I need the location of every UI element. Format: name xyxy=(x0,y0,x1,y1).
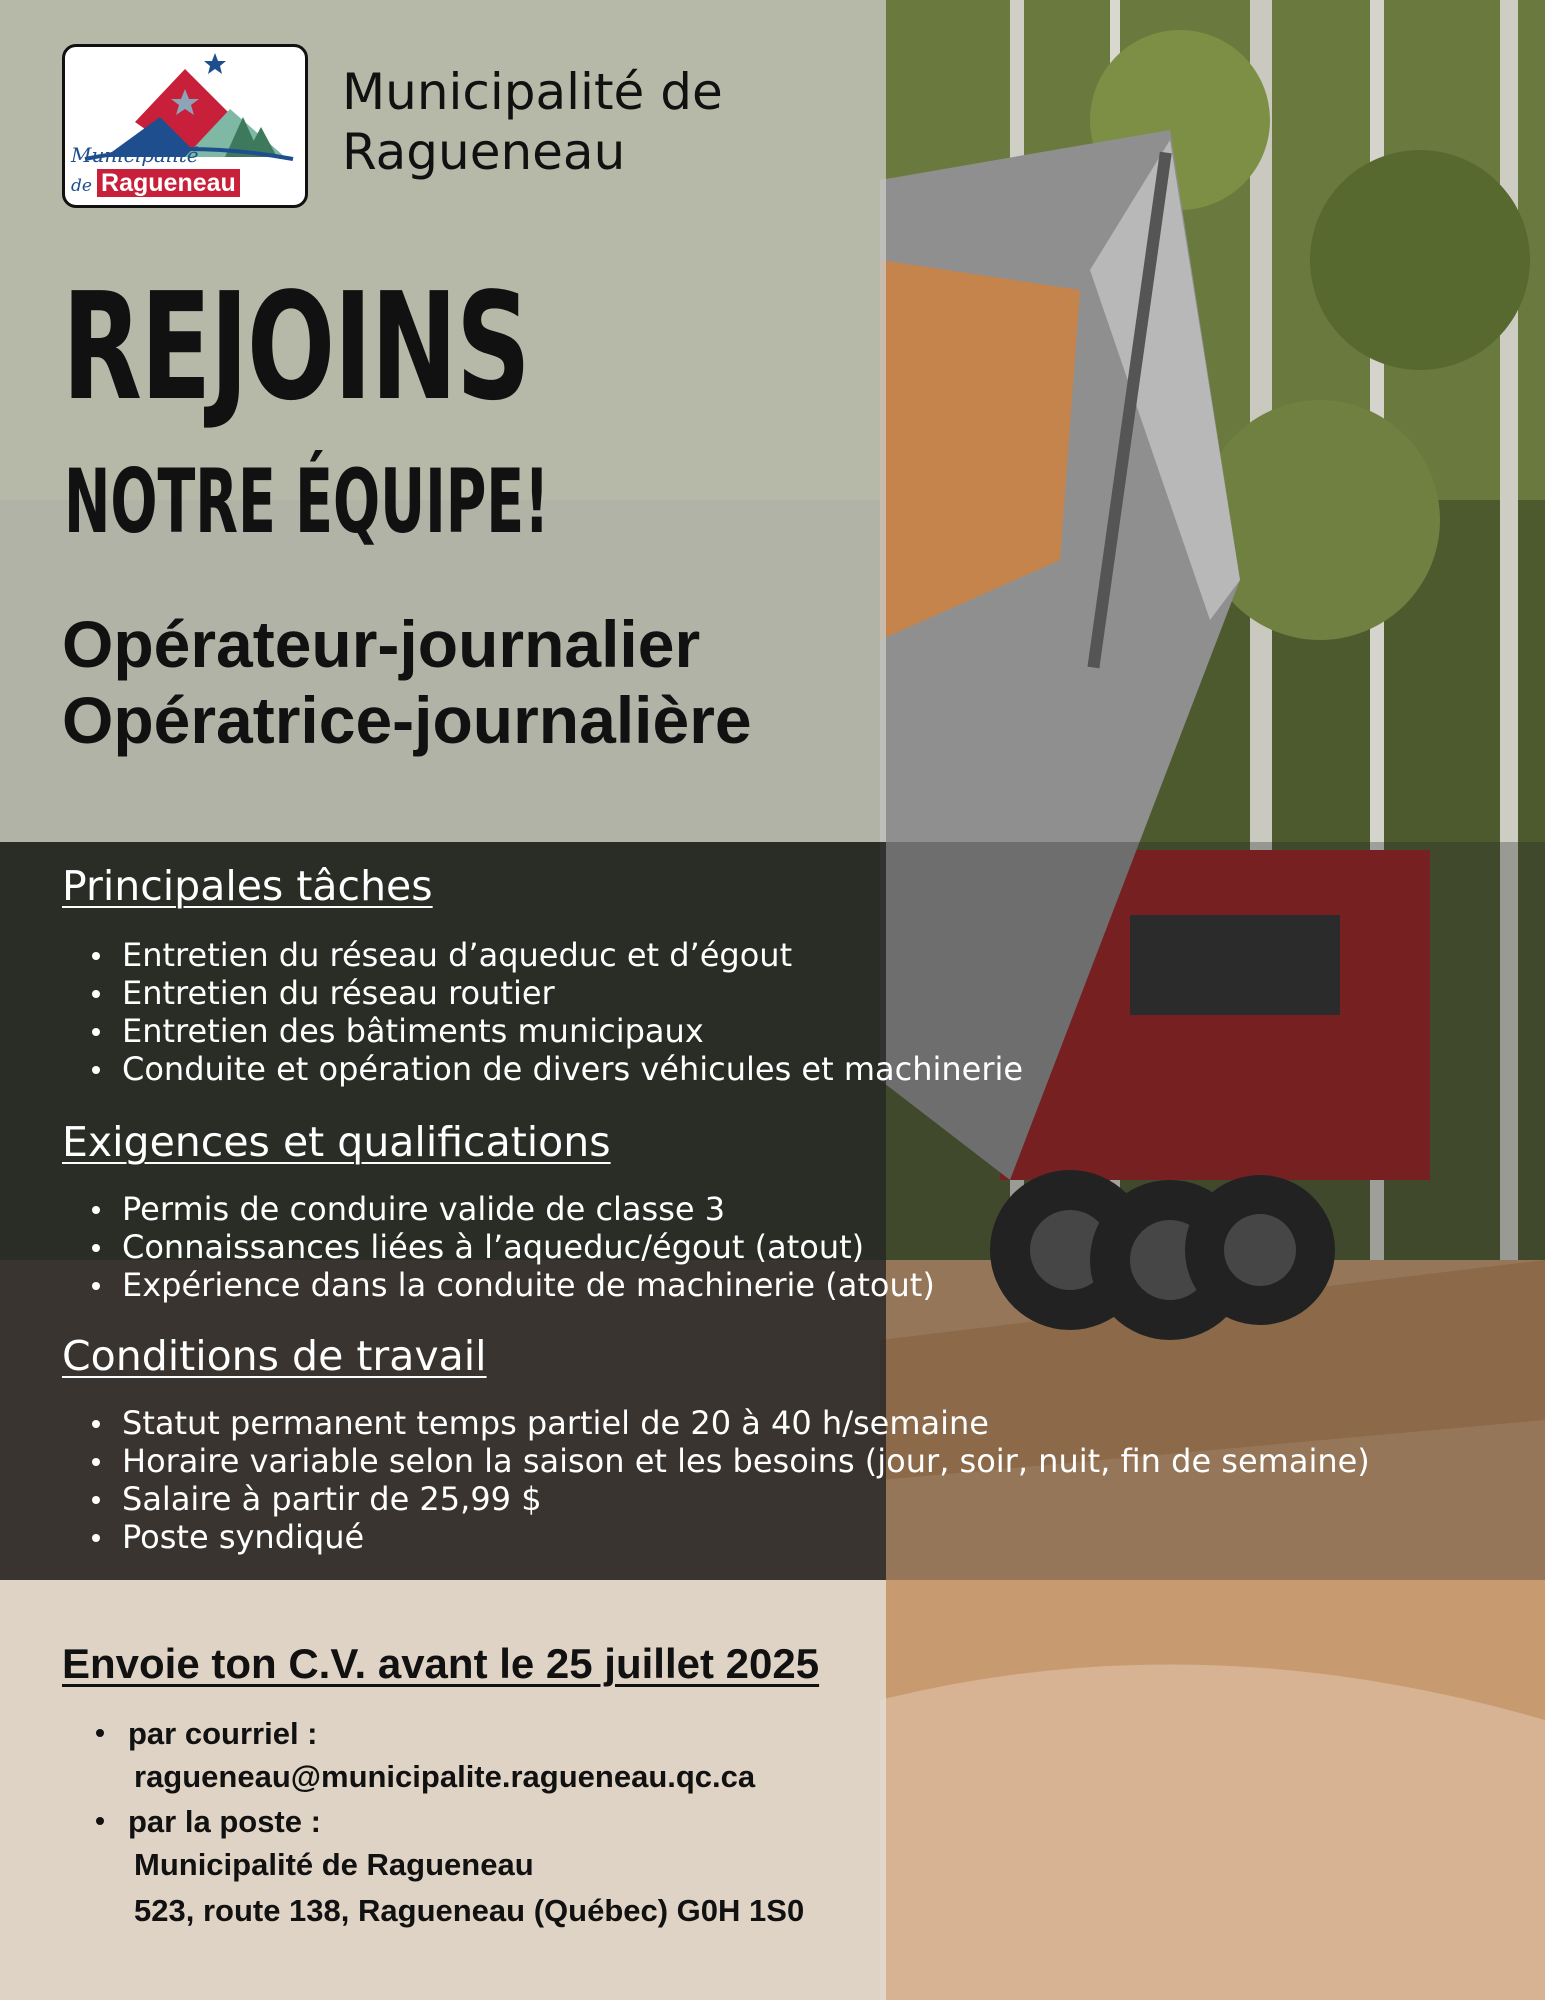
section-title-conditions: Conditions de travail xyxy=(62,1332,487,1380)
headline-rejoins: REJOINS xyxy=(62,261,530,433)
list-item: Entretien du réseau d’aqueduc et d’égout xyxy=(88,936,1023,974)
job-title xyxy=(62,606,752,758)
logo-name-line xyxy=(71,169,240,198)
contact-post-item xyxy=(94,1802,804,1934)
post-recipient: Municipalité de Ragueneau xyxy=(134,1847,534,1882)
job-title-feminine: Opératrice-journalière xyxy=(62,683,752,757)
list-conditions xyxy=(88,1404,1370,1556)
job-title-masculine: Opérateur-journalier xyxy=(62,607,701,681)
post-address: 523, route 138, Ragueneau (Québec) G0H 1S0 xyxy=(134,1893,805,1928)
organization-name-line2: Ragueneau xyxy=(342,123,626,181)
list-principales-taches xyxy=(88,936,1023,1088)
list-item: Horaire variable selon la saison et les besoins (jour, soir, nuit, fin de semaine) xyxy=(88,1442,1370,1480)
list-item: Poste syndiqué xyxy=(88,1518,1370,1556)
list-item: Entretien des bâtiments municipaux xyxy=(88,1012,1023,1050)
organization-name-line1: Municipalité de xyxy=(342,63,723,121)
organization-name xyxy=(342,62,723,182)
contact-list xyxy=(94,1714,804,1934)
logo-name-text: Ragueneau xyxy=(97,169,240,197)
list-item: Permis de conduire valide de classe 3 xyxy=(88,1190,935,1228)
section-title-exigences: Exigences et qualifications xyxy=(62,1118,611,1166)
email-label: par courriel : xyxy=(128,1716,318,1751)
contact-email-item xyxy=(94,1714,804,1800)
list-item: Expérience dans la conduite de machinerie (atout) xyxy=(88,1266,935,1304)
section-title-principales-taches: Principales tâches xyxy=(62,862,433,910)
email-address-link[interactable]: ragueneau@municipalite.ragueneau.qc.ca xyxy=(134,1759,756,1794)
post-label: par la poste : xyxy=(128,1804,321,1839)
list-item: Entretien du réseau routier xyxy=(88,974,1023,1012)
list-item: Statut permanent temps partiel de 20 à 40 h/semaine xyxy=(88,1404,1370,1442)
headline-notre-equipe: NOTRE ÉQUIPE! xyxy=(64,450,550,553)
list-exigences xyxy=(88,1190,935,1304)
logo-de-text: de xyxy=(71,176,92,196)
list-item: Conduite et opération de divers véhicules et machinerie xyxy=(88,1050,1023,1088)
apply-heading: Envoie ton C.V. avant le 25 juillet 2025 xyxy=(62,1640,820,1687)
municipality-logo xyxy=(62,44,308,208)
logo-script-text: Municipalité xyxy=(71,143,199,167)
list-item: Connaissances liées à l’aqueduc/égout (atout) xyxy=(88,1228,935,1266)
list-item: Salaire à partir de 25,99 $ xyxy=(88,1480,1370,1518)
